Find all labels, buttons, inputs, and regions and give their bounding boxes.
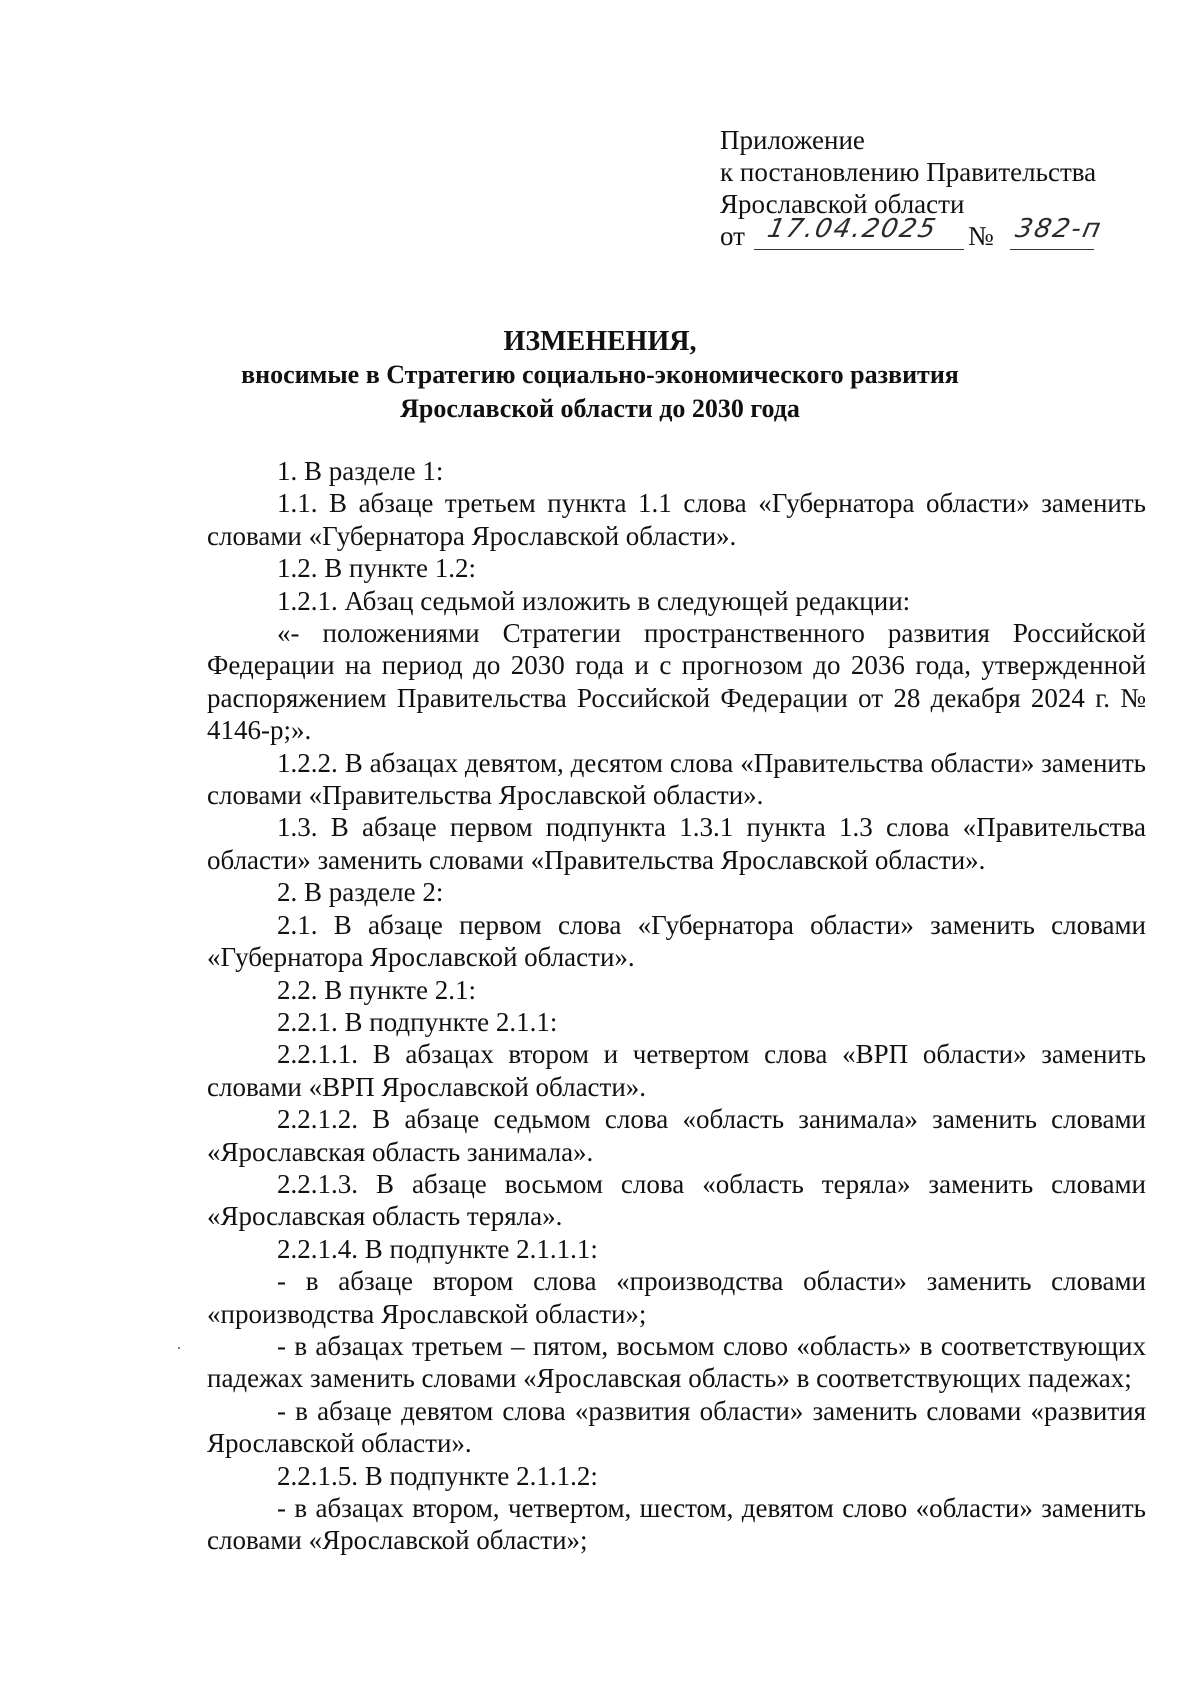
document-subtitle-line2: Ярославской области до 2030 года <box>400 394 800 423</box>
appendix-region-line: Ярославской области <box>720 189 965 219</box>
number-handwritten: 382-п <box>1012 214 1106 244</box>
scan-speck <box>178 1347 180 1349</box>
paragraph-1-1: 1.1. В абзаце третьем пункта 1.1 слова «Губернатора области» заменить словами «Губернатора Ярославской области». <box>207 488 1146 551</box>
appendix-block <box>720 124 1106 252</box>
number-underline <box>1010 249 1094 250</box>
paragraph-2-2: 2.2. В пункте 2.1: <box>277 974 476 1005</box>
paragraph-1-2-1: 1.2.1. Абзац седьмой изложить в следующей редакции: <box>277 585 911 616</box>
paragraph-2-2-1-2: 2.2.1.2. В абзаце седьмом слова «область занимала» заменить словами «Ярославская область занимала». <box>207 1104 1146 1167</box>
date-prefix: от <box>720 221 745 251</box>
paragraph-1-3: 1.3. В абзаце первом подпункта 1.3.1 пункта 1.3 слова «Правительства области» заменить словами «Правительства Ярославской области». <box>207 812 1146 875</box>
appendix-label: Приложение <box>720 125 865 155</box>
appendix-date-number-line <box>720 214 1106 252</box>
paragraph-2-2-1: 2.2.1. В подпункте 2.1.1: <box>277 1006 558 1037</box>
list-item-oblast: - в абзацах втором, четвертом, шестом, девятом слово «области» заменить словами «Ярославской области»; <box>207 1493 1146 1556</box>
paragraph-2-2-1-4: 2.2.1.4. В подпункте 2.1.1.1: <box>277 1233 598 1264</box>
paragraph-1-2: 1.2. В пункте 1.2: <box>277 553 476 584</box>
list-item-oblast-cases: - в абзацах третьем – пятом, восьмом слово «область» в соответствующих падежах заменить словами «Ярославская область» в соответствующих падежах; <box>207 1330 1146 1394</box>
date-underline <box>754 249 964 250</box>
paragraph-2-1: 2.1. В абзаце первом слова «Губернатора области» заменить словами «Губернатора Ярославской области». <box>207 909 1146 973</box>
document-body <box>207 455 1146 1557</box>
paragraph-2: 2. В разделе 2: <box>277 877 444 908</box>
list-item-production: - в абзаце втором слова «производства области» заменить словами «производства Ярославской области»; <box>207 1266 1146 1329</box>
appendix-resolution-line: к постановлению Правительства <box>720 157 1097 187</box>
number-prefix: № <box>968 221 994 251</box>
document-title: ИЗМЕНЕНИЯ, <box>503 326 697 357</box>
paragraph-1-2-2: 1.2.2. В абзацах девятом, десятом слова «Правительства области» заменить словами «Правительства Ярославской области». <box>207 747 1146 811</box>
date-handwritten: 17.04.2025 <box>764 214 941 244</box>
paragraph-quote: «- положениями Стратегии пространственного развития Российской Федерации на период до 2030 года и с прогнозом до 2036 года, утвержденной распоряжением Правительства Российской Федерации от 28 декабря 2024 г. № 4146-р;». <box>207 618 1146 746</box>
paragraph-2-2-1-5: 2.2.1.5. В подпункте 2.1.1.2: <box>277 1460 598 1491</box>
document-subtitle-line1: вносимые в Стратегию социально-экономического развития <box>241 360 959 389</box>
list-item-development: - в абзаце девятом слова «развития области» заменить словами «развития Ярославской области». <box>207 1395 1146 1459</box>
paragraph-2-2-1-1: 2.2.1.1. В абзацах втором и четвертом слова «ВРП области» заменить словами «ВРП Ярославской области». <box>207 1039 1146 1102</box>
paragraph-1: 1. В разделе 1: <box>277 456 444 486</box>
paragraph-2-2-1-3: 2.2.1.3. В абзаце восьмом слова «область теряла» заменить словами «Ярославская область теряла». <box>207 1168 1146 1232</box>
